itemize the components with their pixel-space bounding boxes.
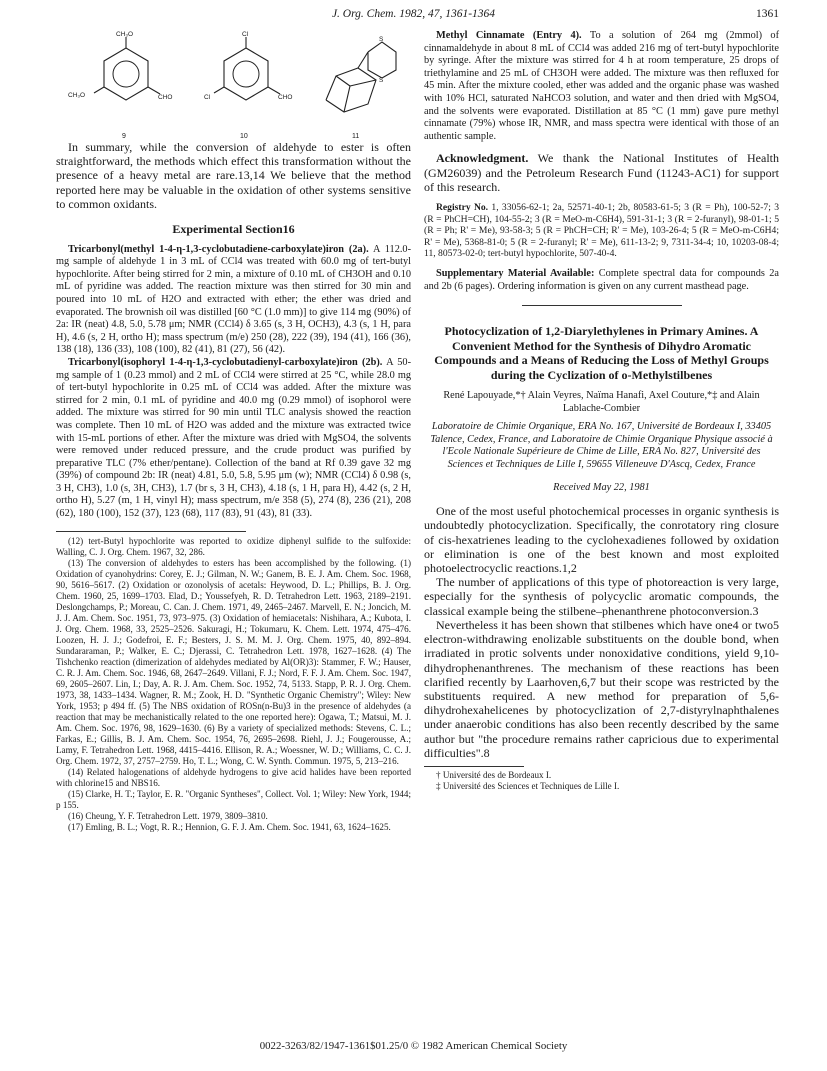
summary-paragraph: In summary, while the conversion of aldehyde to ester is often straightforward, the methods which effect this transformation without the presence of a heavy metal are rare.13,14 We believe that the method reported here may be valuable in the oxidation of other systems sensitive to common oxidants. (56, 140, 411, 211)
right-column (424, 30, 779, 792)
s11-sulfur-1: S (379, 36, 384, 43)
intro-paragraph-1: One of the most useful photochemical processes in organic synthesis is undoubtedly photocyclization. Specifically, the conrotatory ring closure of cis-hexatrienes leading to the cyclohexadienes followed by oxidation or elimination is one of the best known and most exploited photoelectrocyclic reactions.1,2 (424, 504, 779, 576)
registry-body: 1, 33056-62-1; 2a, 52571-40-1; 2b, 80583-61-5; 3 (R = Ph), 100-52-7; 3 (R = PhCH=CH), 104-55-2; 3 (R = MeO-m-C6H4), 591-31-1; 3 (R = 2-furanyl), 98-01-1; 5 (R = Ph; R' = Me), 93-58-3; 5 (R = PhCH=CH; R' = Me), 103-26-4; 5 (R = MeO-m-C6H4; R' = Me), 5368-81-0; 5 (R = 2-furanyl; R' = Me), 611-13-2; 9, 7311-34-4; 10, 10203-08-4; 11, 80573-02-0; tert-butyl hypochlorite, 507-40-4. (424, 201, 779, 260)
procedure-2b-title: Tricarbonyl(isophoryl 1-4-η-1,3-cyclobutadienyl-carboxylate)iron (2b). (68, 356, 383, 368)
footnote-17: (17) Emling, B. L.; Vogt, R. R.; Hennion, G. F. J. Am. Chem. Soc. 1941, 63, 1624–1625. (68, 821, 391, 832)
running-header (0, 6, 827, 26)
journal-citation: J. Org. Chem. 1982, 47, 1361-1364 (331, 8, 496, 20)
acknowledgment-title: Acknowledgment. (436, 151, 529, 166)
s11-number: 11 (352, 133, 360, 140)
s10-number: 10 (240, 133, 248, 140)
s10-left-substituent: Cl (204, 94, 211, 101)
s9-top-substituent: CH₃O (116, 31, 134, 38)
s9-right-substituent: CHO (158, 94, 173, 101)
s11-sulfur-2: S (379, 77, 384, 84)
procedure-2b (56, 357, 411, 521)
procedure-2a-title: Tricarbonyl(methyl 1-4-η-1,3-cyclobutadiene-carboxylate)iron (2a). (68, 243, 369, 255)
footnote-14: (14) Related halogenations of aldehyde hydrogens to give acid halides have been reported with chlorine15 and NBS16. (56, 766, 411, 788)
article-title: Photocyclization of 1,2-Diarylethylenes in Primary Amines. A Convenient Method for the Synthesis of Dihydro Aromatic Compounds and a Means of Reducing the Loss of Methyl Groups during the Cyclization of o-Methylstilbenes (434, 324, 769, 382)
intro-paragraph-2: The number of applications of this type of photoreaction is very large, especially for the synthesis of polycyclic aromatic compounds, the classical example being the stilbene–phenanthrene photoconversion.3 (424, 575, 779, 618)
page-number: 1361 (756, 8, 779, 20)
footnote-16: (16) Cheung, Y. F. Tetrahedron Lett. 1979, 3809–3810. (68, 810, 268, 821)
structure-9 (68, 30, 176, 140)
procedure-2a-body: A 112.0-mg sample of aldehyde 1 in 3 mL of CCl4 was treated with 60.0 mg of tert-butyl hypochlorite. After being stirred for 2 min, a mixture of 0.10 mL of CH3OH and 0.10 mL of pyridine was added. The reaction mixture was then stirred for 30 min and poured into 10 mL of H2O and extracted with ether; the ether was dried and evaporated. The brownish oil was distilled [60 °C (1.0 mm)] to give 114 mg (90%) of 2a: IR (neat) 4.8, 5.0, 5.78 μm; NMR (CCl4) δ 3.65 (s, 3 H, OCH3), 4.3 (s, 1 H, para H), 4.6 (s, 2 H, ortho H); mass spectrum (m/e) 250 (28), 222 (39), 194 (41), 166 (36), 138 (18), 136 (33), 108 (100), 82 (41), 81 (27), 56 (42). (56, 243, 411, 356)
methyl-cinnamate-procedure (424, 30, 779, 143)
experimental-section-heading: Experimental Section16 (172, 222, 295, 237)
supplementary-title: Supplementary Material Available: (436, 267, 595, 279)
structure-11 (306, 30, 406, 140)
footnote-15: (15) Clarke, H. T.; Taylor, E. R. "Organic Syntheses", Collect. Vol. 1; Wiley: New York, 1944; p 155. (56, 788, 411, 810)
acknowledgment (424, 151, 779, 194)
s10-top-substituent: Cl (242, 31, 249, 38)
registry-title: Registry No. (436, 201, 489, 213)
article-authors: René Lapouyade,*† Alain Veyres, Naïma Hanafi, Axel Couture,*‡ and Alain Lablache-Combier (443, 390, 760, 414)
affiliation-footnote-b: ‡ Université des Sciences et Techniques de Lille I. (436, 780, 620, 791)
procedure-2b-body: A 50-mg sample of 1 (0.23 mmol) and 2 mL of CCl4 were stirred at 25 °C, while 28.0 mg of tert-butyl hypochlorite in 0.25 mL of CCl4 was added. After the mixture was stirred for 2 min, 0.1 mL of pyridine and 40.0 mg (0.29 mmol) of isophorol were added. The mixture was stirred for 90 min until TLC analysis showed the reaction was complete. Then 10 mL of H2O was added and the mixture was extracted twice with 15-mL portions of ether. After the mixture was dried with MgSO4, the solvents were removed under reduced pressure, and the crude product was purified by preparative TLC (7% ether/pentane). Collection of the band at Rf 0.39 gave 32 mg (39%) of compound 2b: IR (neat) 4.81, 5.0, 5.8, 5.95 μm (w); NMR (CCl4) δ 0.98 (s, 3 H, CH3), 1.0 (s, 3H, CH3), 1.7 (br s, 3 H, CH3), 4.18 (s, 1 H, para H), 4.42 (s, 2 H, ortho H), 5.27 (m, 1 H, vinyl H); mass spectrum, m/e 358 (5), 274 (8), 236 (21), 208 (62), 180 (100), 152 (37), 123 (68), 117 (83), 91 (43), 81 (33). (56, 356, 411, 520)
structure-11-drawing (306, 30, 406, 130)
s9-number: 9 (122, 133, 126, 140)
registry-numbers (424, 202, 779, 260)
footnote-rule (56, 531, 246, 532)
methyl-cinnamate-title: Methyl Cinnamate (Entry 4). (436, 30, 582, 41)
methyl-cinnamate-body: To a solution of 264 mg (2mmol) of cinnamaldehyde in about 8 mL of CCl4 was added 216 mg of tert-butyl hypochlorite by syringe. After the mixture was stirred for 4 h at room temperature, 25 drops of triethylamine and 25 mL of CH3OH were added. The mixture was then refluxed for 45 min. After the mixture cooled, ether was added and the organic phase was washed with 10% HCl, saturated NaHCO3 solution, and water and then dried with MgSO4, and the solvents were evaporated. Distillation at 85 °C (1 mm) gave pure methyl cinnamate (79%) whose IR, NMR, and mass spectra were identical with those of an authentic sample. (424, 30, 780, 142)
structure-9-drawing (76, 30, 176, 130)
acknowledgment-body: We thank the National Institutes of Health (GM26039) and the Petroleum Research Fund (11243-AC1) for support of this research. (424, 151, 779, 194)
footnote-12: (12) tert-Butyl hypochlorite was reported to oxidize diphenyl sulfide to the sulfoxide: Walling, C. J. Org. Chem. 1967, 32, 286. (56, 535, 411, 557)
structure-10 (196, 30, 296, 140)
article-separator (522, 305, 682, 306)
supplementary-material (424, 268, 779, 293)
received-date: Received May 22, 1981 (553, 481, 650, 493)
intro-paragraph-3: Nevertheless it has been shown that stilbenes which have one4 or two5 electron-withdrawing enolizable substituents on the double bond, when irradiated in protic solvents under nonoxidative conditions, yield 9,10-dihydrophenanthrenes. The mechanism of these reactions has been clarified recently by Laarhoven,6,7 but their scope was restricted by the substituents required. A new method for preparation of 5,6-dihydrohexahelicenes by photocyclization of 2,7-distyrylnaphthalenes under anaerobic conditions has also been recently described by the same author but "the procedure remains rather capricious due to experimental difficulties".8 (424, 617, 779, 760)
s9-left-substituent: CH₃O (68, 92, 86, 99)
procedure-2a (56, 244, 411, 357)
chemical-structures (56, 30, 411, 140)
affiliation-footnote-a: † Université des de Bordeaux I. (436, 769, 552, 780)
footnotes (56, 536, 411, 833)
left-column (56, 30, 411, 833)
s10-right-substituent: CHO (278, 94, 293, 101)
supplementary-body: Complete spectral data for compounds 2a and 2b (6 pages). Ordering information is given on any current masthead page. (424, 267, 780, 292)
structure-10-drawing (196, 30, 296, 130)
page-footer: 0022-3263/82/1947-1361$01.25/0 © 1982 American Chemical Society (259, 1040, 568, 1052)
affiliation-footnote-rule (424, 766, 524, 767)
article-affiliation: Laboratoire de Chimie Organique, ERA No. 167, Université de Bordeaux I, 33405 Talence, Cedex, France, and Laboratoire de Chimie Organique Physique associé à l'Ecole Nationale Supérieure de Chime de Lille, ERA No. 827, Université des Sciences et Techniques de Lille I, 59655 Villeneuve D'Ascq, Cedex, France (430, 421, 773, 471)
footnote-13: (13) The conversion of aldehydes to esters has been accomplished by the following. (1) Oxidation of cyanohydrins: Corey, E. J.; Gilman, N. W.; Ganem, B. E. J. Am. Chem. Soc. 1968, 90, 5616–5617. (2) Oxidation or ozonolysis of acetals: Heywood, D. L.; Phillips, B. J. Org. Chem. 1960, 25, 1699–1703. Elad, D.; Youssefyeh, R. D. Tetrahedron Lett. 1963, 2189–2191. Deslongchamps, P.; Moreau, C. Can. J. Chem. 1971, 49, 2465–2467. Marvell, E. N.; Joncich, M. J. J. Am. Chem. Soc. 1951, 73, 973–975. (3) Oxidation of hemiacetals: Nishihara, A.; Kubota, I. J. Org. Chem. 1968, 33, 2525–2526. Sakuragi, H.; Tokumaru, K. Chem. Lett. 1974, 475–476. Loozen, H. J. J.; Godefroi, E. F.; Besters, J. S. M. M. J. Org. Chem. 1975, 40, 892–894. Sundararaman, P.; Walker, E. C.; Djerassi, C. Tetrahedron Lett. 1978, 1627–1628. (4) The Tishchenko reaction (dimerization of aldehydes mediated by Al(OR)3): Stammer, F. W.; Hauser, C. R. J. Am. Chem. Soc. 1946, 68, 2647–2649. Villani, F. J.; Nord, F. F. J. Am. Chem. Soc. 1947, 69, 2605–2607. Lin, I.; Day, A. R. J. Am. Chem. Soc. 1952, 74, 5133. Stapp, P. R. J. Org. Chem. 1973, 38, 1433–1434. Wagner, R. M.; Zook, H. D. "Synthetic Organic Chemistry"; Wiley: New York, 1953; p 494 ff. (5) The NBS oxidation of ROSn(n-Bu)3 in the presence of aldehydes (a reaction that may be mechanistically related to the one reported here): Ogawa, T.; Matsui, M. J. Am. Chem. Soc. 1976, 98, 1629–1630. (6) By a variety of specialized methods: Stevens, C. L.; Farkas, E.; Gillis, B. J. Am. Chem. Soc. 1954, 76, 2695–2698. Riehl, J. J.; Fougerousse, A.; Lamy, F. Tetrahedron Lett. 1968, 4415–4416. Ellison, R. A.; Woessner, W. D.; Williams, C. C. J. Org. Chem. 1972, 37, 2757–2759. Ho, T. L.; Wong, C. W. Synth. Commun. 1975, 5, 213–216. (56, 557, 411, 766)
